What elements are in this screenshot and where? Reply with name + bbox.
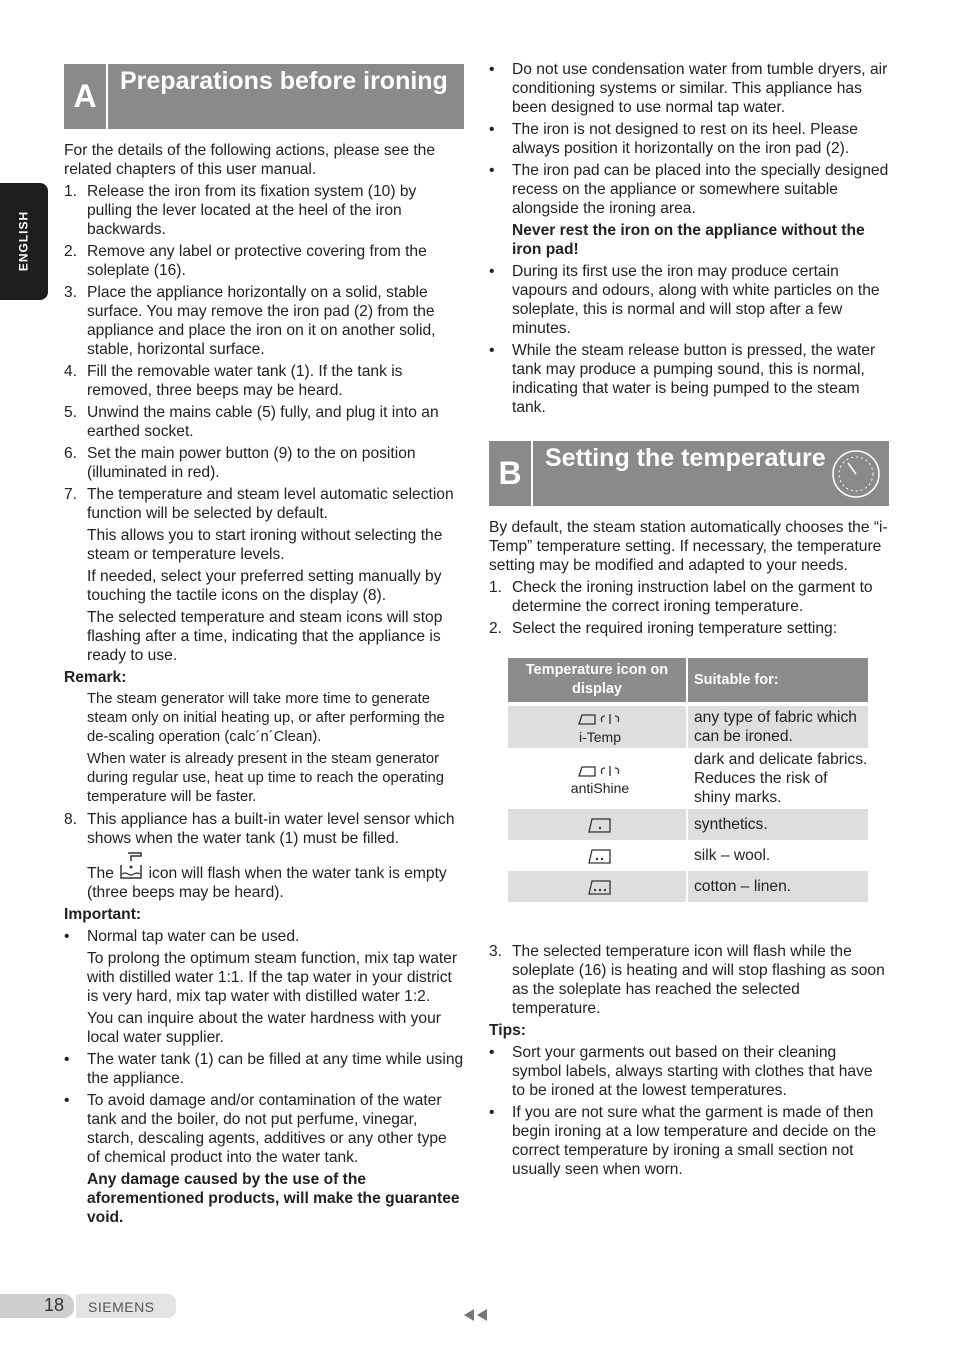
table-row: silk – wool. <box>508 840 869 871</box>
section-b-header <box>489 441 889 506</box>
list-item-sub: If needed, select your preferred setting manually by touching the tactile icons on the display (8). <box>87 568 442 604</box>
section-letter: B <box>489 441 533 506</box>
bullet-item: • Sort your garments out based on their cleaning symbol labels, always starting with clothes that have to be ironed at the lowest temperatures. <box>489 1044 873 1099</box>
bullet-item: • While the steam release button is pressed, the water tank may produce a pumping sound, this is normal, indicating that water is being pumped to the steam tank. <box>489 342 876 416</box>
brand-label: SIEMENS <box>76 1294 176 1318</box>
bullet-item: • To avoid damage and/or contamination of the water tank and the boiler, do not put perfume, vinegar, starch, descaling agents, additives or any other type of chemical product into the water tank. <box>64 1092 447 1166</box>
bullet-sub: You can inquire about the water hardness with your local water supplier. <box>87 1010 441 1046</box>
table-row: cotton – linen. <box>508 871 869 902</box>
bullet-sub: To prolong the optimum steam function, mix tap water with distilled water 1:1. If the tap water in your district is very hard, mix tap water with distilled water 1:2. <box>87 950 458 1005</box>
list-item: 3. The selected temperature icon will flash while the soleplate (16) is heating and will stop flashing as soon as the soleplate has reached the selected temperature. <box>489 943 885 1017</box>
section-letter: A <box>64 64 108 129</box>
section-a-header <box>64 64 464 129</box>
remark-label: Remark: <box>64 669 127 686</box>
list-item-sub: The selected temperature and steam icons will stop flashing after a time, indicating that the appliance is ready to use. <box>87 609 443 664</box>
bullet-item: • During its first use the iron may produce certain vapours and odours, along with white particles on the soleplate, this is normal and will stop after a few minutes. <box>489 263 880 337</box>
list-item: 6. Set the main power button (9) to the on position (illuminated in red). <box>64 445 416 481</box>
list-item: 3. Place the appliance horizontally on a solid, stable surface. You may remove the iron pad (2) from the appliance and place the iron on it on another solid, stable, horizontal surface. <box>64 284 436 358</box>
iron-one-dot-icon <box>587 816 613 834</box>
warning-text: Never rest the iron on the appliance without the iron pad! <box>512 222 865 258</box>
table-header: Suitable for: <box>687 658 869 704</box>
table-row: i-Temp any type of fabric which can be ironed. <box>508 704 869 748</box>
iron-three-dots-icon <box>587 878 613 896</box>
bullet-item: • If you are not sure what the garment is made of then begin ironing at a low temperature and decide on the correct temperature by ironing a small section not usually seen when worn. <box>489 1104 877 1178</box>
list-item: 2. Remove any label or protective covering from the soleplate (16). <box>64 243 427 279</box>
temperature-dial-icon <box>831 449 881 499</box>
right-column <box>489 60 889 1182</box>
table-header: Temperature icon on display <box>508 658 687 704</box>
antishine-icon <box>577 763 623 779</box>
bullet-item: • Normal tap water can be used. <box>64 928 300 945</box>
list-item: 8. This appliance has a built-in water level sensor which shows when the water tank (1) must be filled. <box>64 811 455 847</box>
section-intro: For the details of the following actions, please see the related chapters of this user manual. <box>64 142 436 178</box>
water-tank-icon <box>118 851 144 883</box>
list-item: 4. Fill the removable water tank (1). If the tank is removed, three beeps may be heard. <box>64 363 403 399</box>
page-number: 18 <box>0 1294 74 1318</box>
section-intro: By default, the steam station automatically chooses the “i-Temp” temperature setting. If necessary, the temperature setting may be modified and adapted to your needs. <box>489 519 888 574</box>
section-title: Preparations before ironing <box>120 67 448 95</box>
table-row: synthetics. <box>508 809 869 840</box>
temperature-table <box>508 658 870 902</box>
list-item: 5. Unwind the mains cable (5) fully, and plug it into an earthed socket. <box>64 404 439 440</box>
bullet-item: • The water tank (1) can be filled at any time while using the appliance. <box>64 1051 464 1087</box>
remark-text: The steam generator will take more time to generate steam only on initial heating up, or after performing the de-scaling operation (calc´n´Clean). <box>87 691 445 745</box>
bullet-item: • The iron pad can be placed into the specially designed recess on the appliance or somewhere suitable alongside the ironing area. <box>489 162 889 217</box>
tips-label: Tips: <box>489 1022 526 1039</box>
tank-icon-note: The icon will flash when the water tank is empty (three beeps may be heard). <box>64 851 464 902</box>
list-item: 1. Check the ironing instruction label on the garment to determine the correct ironing temperature. <box>489 579 873 615</box>
list-item: 2. Select the required ironing temperature setting: <box>489 620 838 637</box>
bullet-item: • Do not use condensation water from tumble dryers, air conditioning systems or similar. This appliance has been designed to use normal tap water. <box>489 61 888 116</box>
list-item: 1. Release the iron from its fixation system (10) by pulling the lever located at the heel of the iron backwards. <box>64 183 417 238</box>
list-item: 7. The temperature and steam level automatic selection function will be selected by default. <box>64 486 454 522</box>
section-title: Setting the temperature <box>545 444 826 472</box>
iron-two-dots-icon <box>587 847 613 865</box>
itemp-icon <box>577 711 623 727</box>
list-item-sub: This allows you to start ironing without selecting the steam or temperature levels. <box>87 527 443 563</box>
left-column <box>64 64 464 1230</box>
back-arrows-icon <box>462 1308 490 1322</box>
table-row: antiShine dark and delicate fabrics. Reduces the risk of shiny marks. <box>508 748 869 809</box>
warning-text: Any damage caused by the use of the aforementioned products, will make the guarantee void. <box>87 1171 460 1226</box>
language-tab: ENGLISH <box>0 183 48 300</box>
important-label: Important: <box>64 906 142 923</box>
remark-text: When water is already present in the steam generator during regular use, heat up time to reach the operating temperature will be faster. <box>87 751 444 805</box>
bullet-item: • The iron is not designed to rest on its heel. Please always position it horizontally on the iron pad (2). <box>489 121 858 157</box>
